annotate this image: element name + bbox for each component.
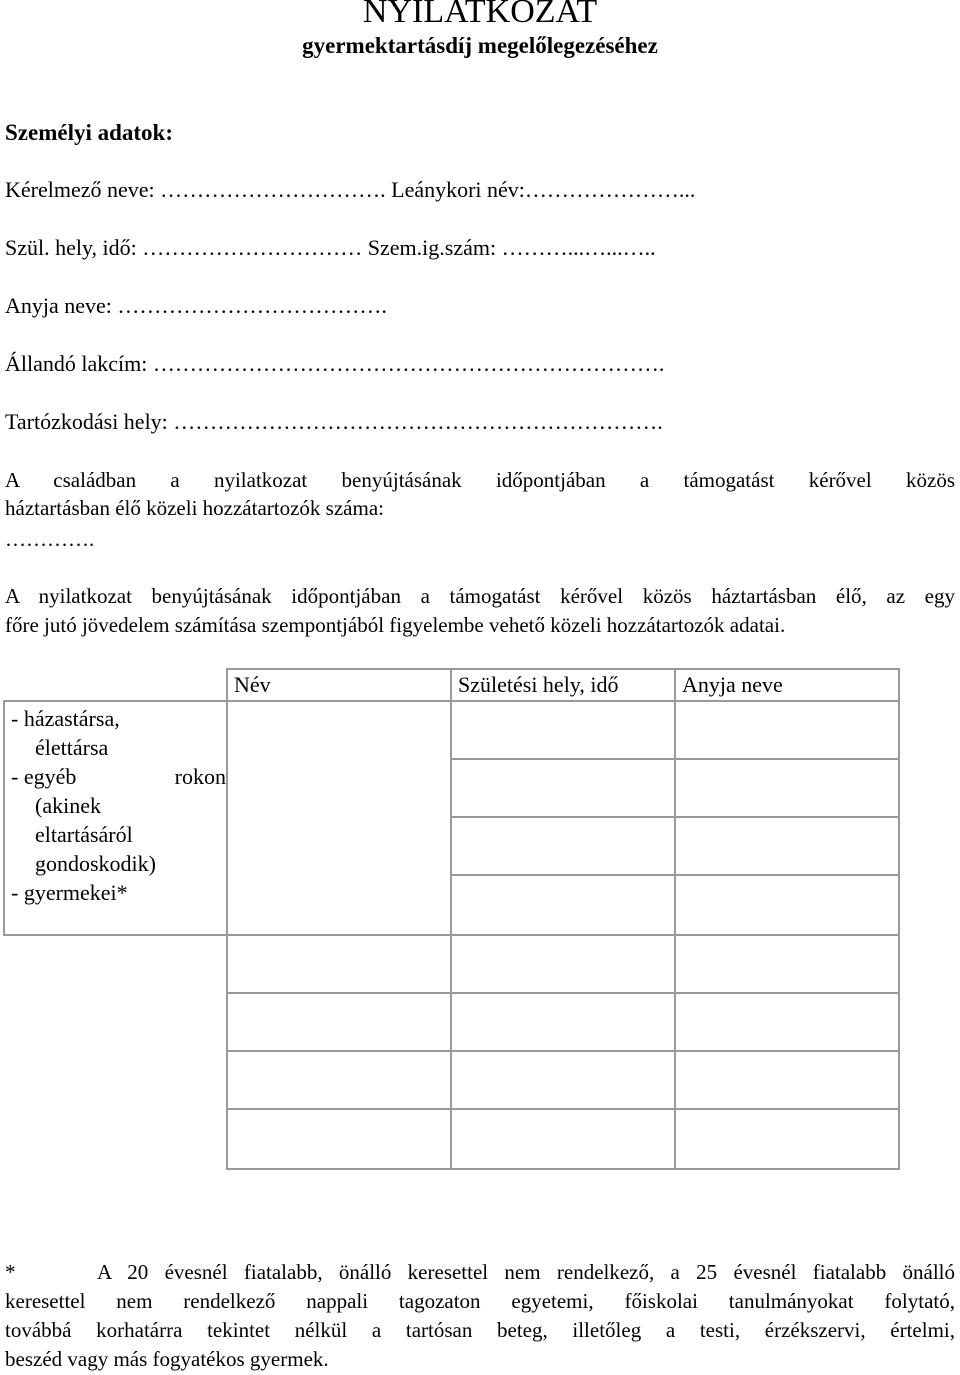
relation-other-note-2: eltartásáról (35, 822, 133, 847)
document-title: NYILATKOZAT (362, 0, 598, 30)
relation-other-note-1: (akinek (35, 793, 101, 818)
cell-name-main[interactable] (227, 701, 451, 935)
footnote-line4: beszéd vagy más fogyatékos gyermek. (5, 1347, 329, 1371)
household-count-text-line2: háztartásban élő közeli hozzátartozók száma: (5, 496, 384, 520)
cell-birth-8[interactable] (451, 1109, 675, 1169)
household-count-text-line1: A családban a nyilatkozat benyújtásának időpontjában a támogatást kérővel közös (5, 468, 955, 492)
cell-birth-4[interactable] (451, 875, 675, 935)
relation-children: - gyermekei* (11, 880, 128, 905)
cell-name-5[interactable] (227, 935, 451, 993)
household-count-value[interactable]: …………. (5, 527, 95, 551)
field-mother-name[interactable]: Anyja neve: ………………………………. (5, 293, 387, 318)
section-title-personal-data: Személyi adatok: (5, 120, 174, 145)
field-birthplace-id-number[interactable]: Szül. hely, idő: ………………………… Szem.ig.szám: ………...…...….. (5, 235, 656, 260)
cell-birth-6[interactable] (451, 993, 675, 1051)
footnote-line2: keresettel nem rendelkező nappali tagozaton egyetemi, főiskolai tanulmányokat folytató, (5, 1289, 955, 1313)
field-permanent-address[interactable]: Állandó lakcím: ……………………………………………………………. (5, 351, 665, 376)
header-name: Név (227, 669, 451, 701)
cell-name-7[interactable] (227, 1051, 451, 1109)
cell-birth-5[interactable] (451, 935, 675, 993)
relation-partner: élettársa (35, 735, 109, 760)
cell-mother-8[interactable] (675, 1109, 899, 1169)
relatives-table (3, 668, 900, 1170)
cell-mother-4[interactable] (675, 875, 899, 935)
header-birth-place-date: Születési hely, idő (451, 669, 675, 701)
field-applicant-name-maiden-name[interactable]: Kérelmező neve: …………………………. Leánykori név:…………………... (5, 177, 696, 202)
cell-mother-5[interactable] (675, 935, 899, 993)
cell-mother-7[interactable] (675, 1051, 899, 1109)
cell-mother-3[interactable] (675, 817, 899, 875)
blank-relation-6 (4, 993, 227, 1051)
cell-mother-6[interactable] (675, 993, 899, 1051)
blank-relation-8 (4, 1109, 227, 1169)
relations-cell (4, 701, 227, 935)
relatives-intro-line2: főre jutó jövedelem számítása szempontjából figyelembe vehető közeli hozzátartozók adatai. (5, 613, 786, 637)
blank-relation-5 (4, 935, 227, 993)
cell-name-6[interactable] (227, 993, 451, 1051)
field-residence[interactable]: Tartózkodási hely: …………………………………………………………. (5, 409, 663, 434)
cell-name-8[interactable] (227, 1109, 451, 1169)
cell-birth-3[interactable] (451, 817, 675, 875)
cell-birth-1[interactable] (451, 701, 675, 759)
cell-mother-2[interactable] (675, 759, 899, 817)
relation-other-relative: - egyéb rokon (11, 764, 226, 789)
cell-birth-2[interactable] (451, 759, 675, 817)
header-mother-name: Anyja neve (675, 669, 899, 701)
document-subtitle: gyermektartásdíj megelőlegezéséhez (302, 33, 658, 58)
relation-spouse: - házastársa, (11, 706, 120, 731)
cell-birth-7[interactable] (451, 1051, 675, 1109)
table-corner (4, 669, 227, 701)
footnote-line1: * A 20 évesnél fiatalabb, önálló keresettel nem rendelkező, a 25 évesnél fiatalabb önálló (5, 1260, 955, 1284)
relatives-intro-line1: A nyilatkozat benyújtásának időpontjában a támogatást kérővel közös háztartásban élő, az egy (5, 584, 955, 608)
relation-other-note-3: gondoskodik) (35, 851, 156, 876)
blank-relation-7 (4, 1051, 227, 1109)
footnote-line3: továbbá korhatárra tekintet nélkül a tartósan beteg, illetőleg a testi, érzékszervi, értelmi, (5, 1318, 955, 1342)
cell-mother-1[interactable] (675, 701, 899, 759)
